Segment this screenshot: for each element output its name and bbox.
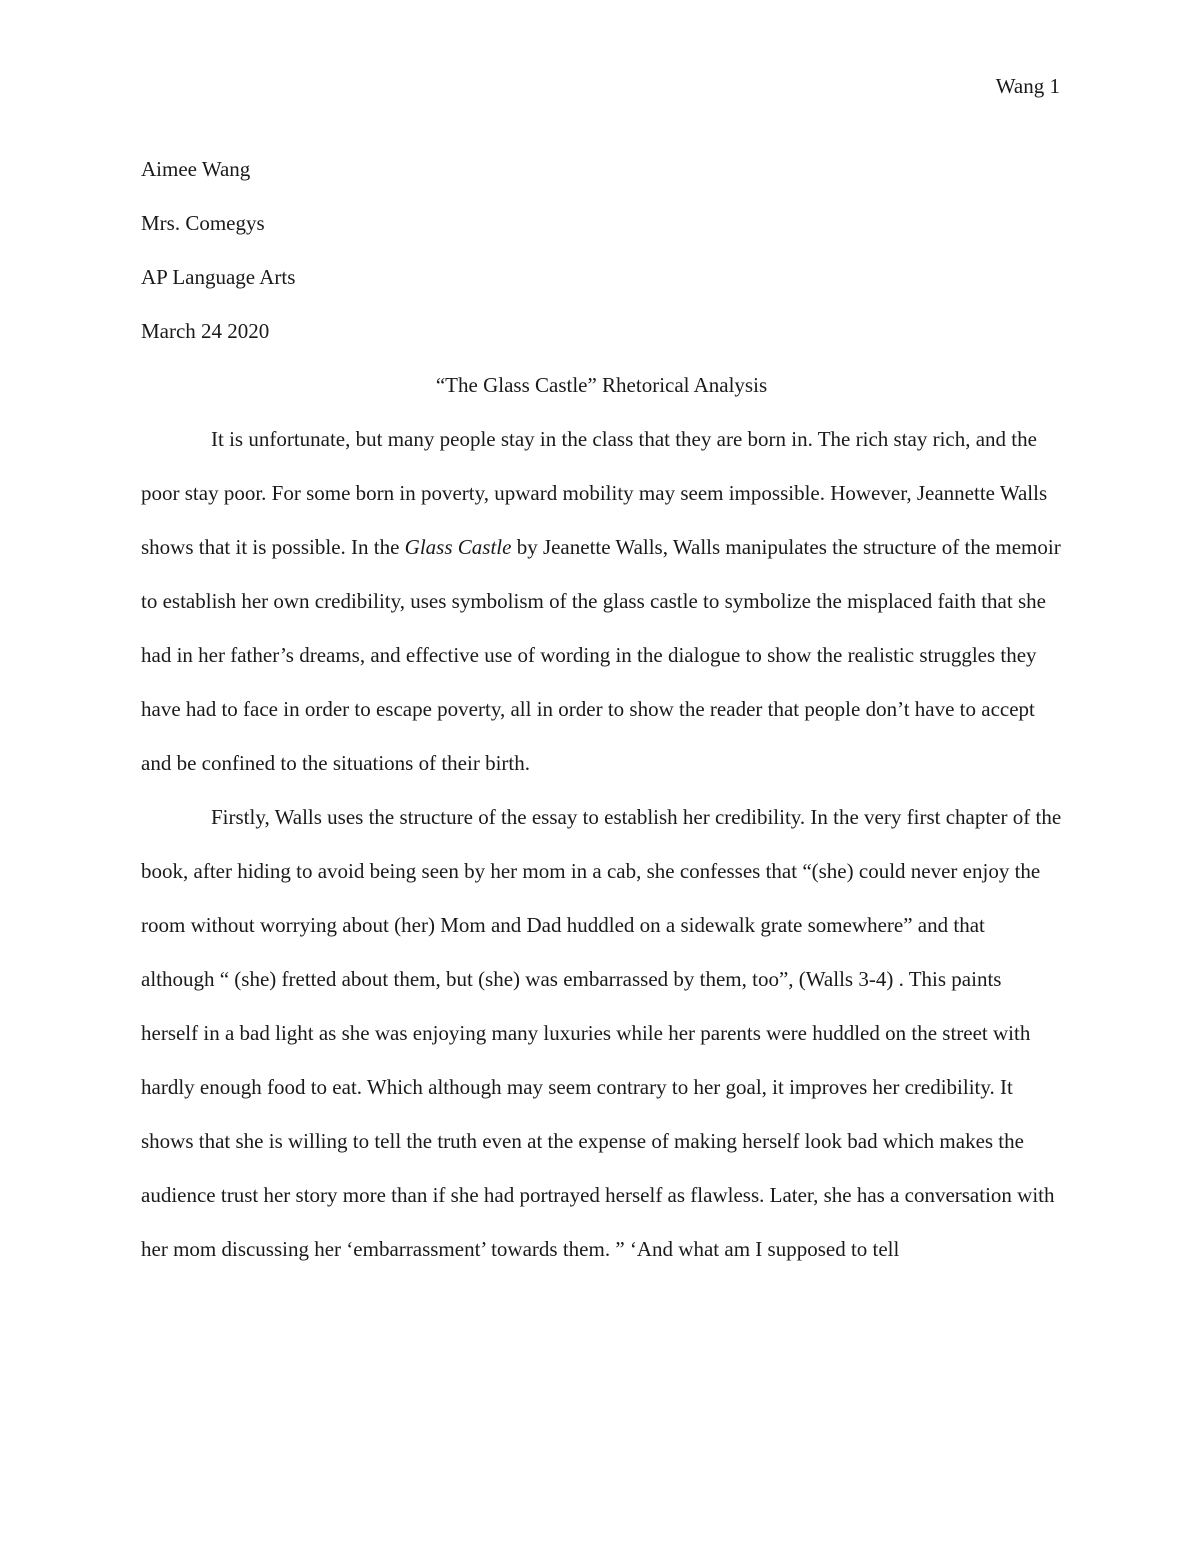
author-name: Aimee Wang	[141, 157, 251, 181]
book-title-italic: Glass Castle	[404, 535, 512, 559]
course-name: AP Language Arts	[141, 265, 296, 289]
essay-title: “The Glass Castle” Rhetorical Analysis	[435, 373, 768, 397]
essay-body	[141, 142, 1062, 1276]
paragraph-intro-part2: by Jeanette Walls, Walls manipulates the structure of the memoir to establish her own credibility, uses symbolism of the glass castle to symbolize the misplaced faith that she had in her father’s dreams, and effective use of wording in the dialogue to show the realistic struggles they have had to face in order to escape poverty, all in order to show the reader that people don’t have to accept and be confined to the situations of their birth.	[141, 535, 1061, 775]
paragraph-intro	[141, 412, 1062, 790]
paragraph-body-1: Firstly, Walls uses the structure of the essay to establish her credibility. In the very first chapter of the book, after hiding to avoid being seen by her mom in a cab, she confesses that “(she) could never enjoy the room without worrying about (her) Mom and Dad huddled on a sidewalk grate somewhere” and that although “ (she) fretted about them, but (she) was embarrassed by them, too”, (Walls 3-4) . This paints herself in a bad light as she was enjoying many luxuries while her parents were huddled on the street with hardly enough food to eat. Which although may seem contrary to her goal, it improves her credibility. It shows that she is willing to tell the truth even at the expense of making herself look bad which makes the audience trust her story more than if she had portrayed herself as flawless. Later, she has a conversation with her mom discussing her ‘embarrassment’ towards them. ” ‘And what am I supposed to tell	[141, 805, 1062, 1261]
running-header: Wang 1	[995, 74, 1060, 98]
paragraph-intro-part1: It is unfortunate, but many people stay in the class that they are born in. The rich stay rich, and the poor stay poor. For some born in poverty, upward mobility may seem impossible. However, Jeannette Walls shows that it is possible. In the	[141, 427, 1048, 559]
essay-date: March 24 2020	[141, 319, 270, 343]
instructor-name: Mrs. Comegys	[141, 211, 265, 235]
